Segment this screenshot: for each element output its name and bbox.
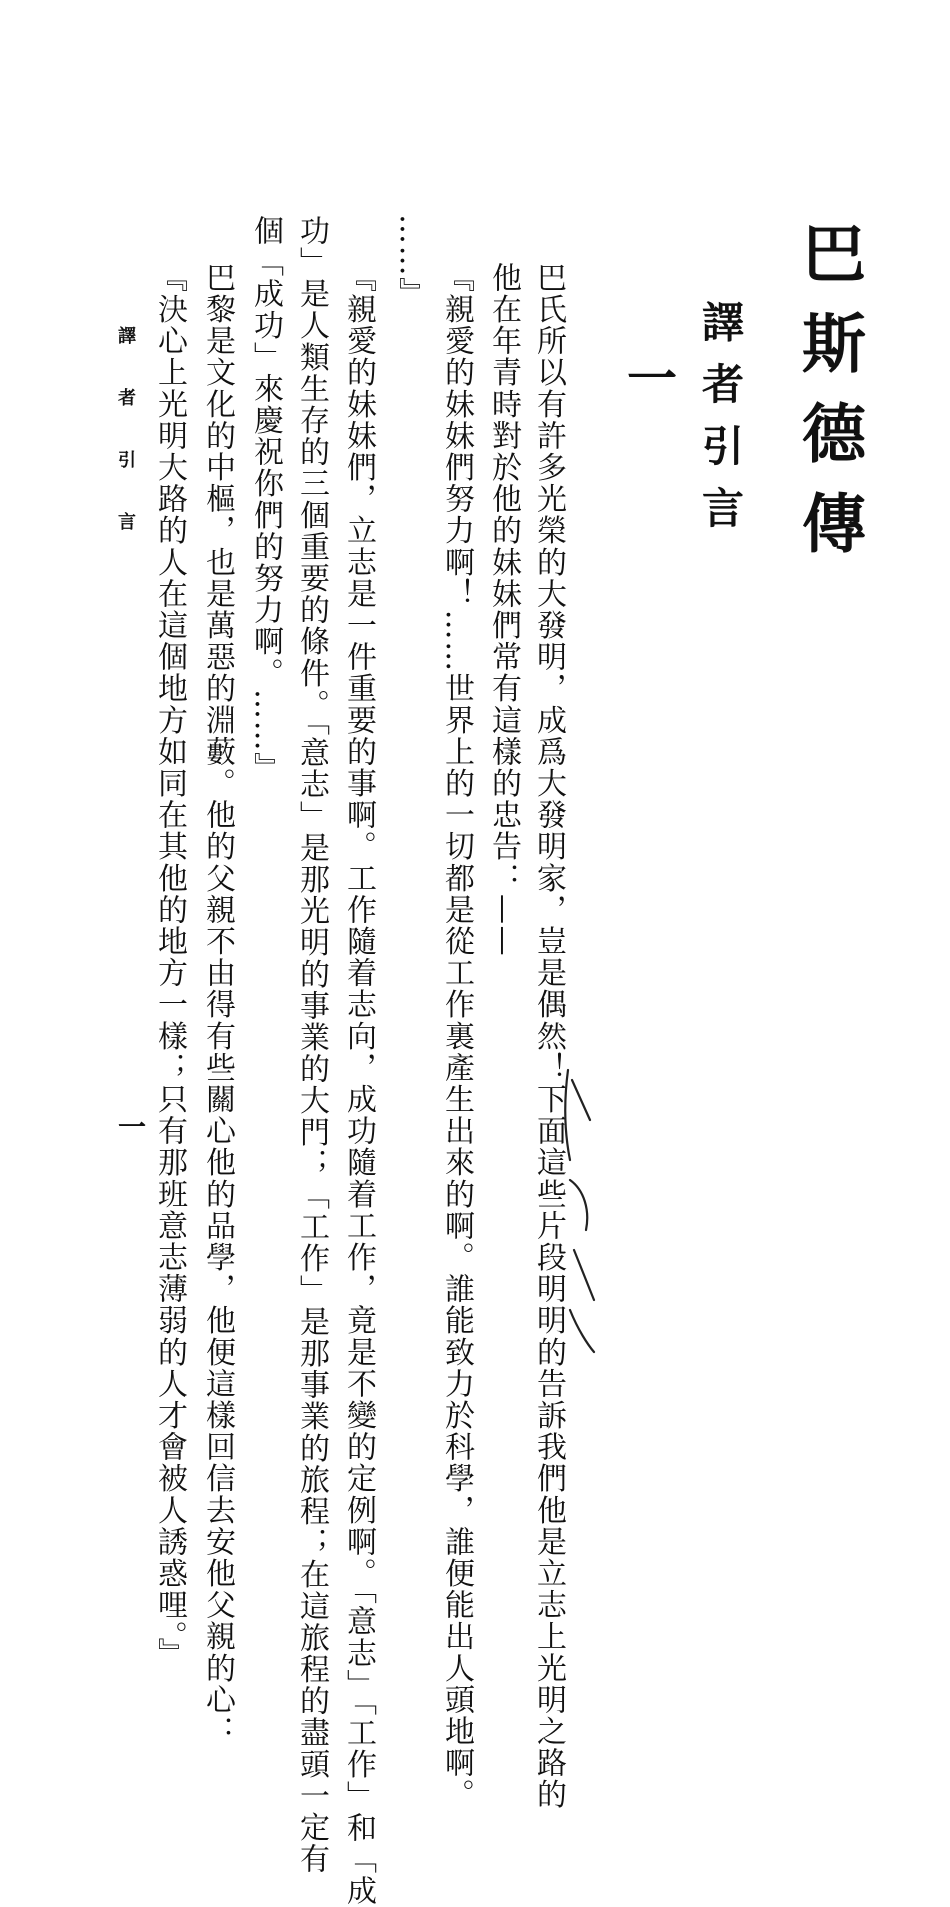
chapter-number: 一: [619, 352, 678, 402]
text-column-3: 『親愛的妹妹們努力啊！……世界上的一切都是從工作裏產生出來的啊。誰能致力於科學，誰便能出人頭地啊。: [439, 262, 474, 1811]
book-title: 巴斯德傳: [791, 220, 866, 580]
text-column-1: 巴氏所以有許多光榮的大發明，成爲大發明家，豈是偶然！下面這些片段明明的告訴我們他是立志上光明之路的: [531, 262, 566, 1811]
text-column-2: 他在年青時對於他的妹妹們常有這樣的忠告：——: [486, 262, 521, 958]
text-column-7: 個「成功」來慶祝你們的努力啊。……』: [248, 215, 283, 784]
text-column-9: 『決心上光明大路的人在這個地方如同在其他的地方一樣；只有那班意志薄弱的人才會被人誘惑哩。』: [152, 262, 187, 1669]
page-number: 一: [114, 1112, 147, 1140]
chapter-title: 譯者引言: [696, 300, 745, 548]
text-column-8: 巴黎是文化的中樞，也是萬惡的淵藪。他的父親不由得有些關心他的品學，他便這樣回信去安他父親的心：: [200, 262, 235, 1748]
text-column-4: ……』: [393, 214, 428, 309]
handwritten-bracket-mark: [560, 1060, 600, 1360]
running-head: 譯者引言: [115, 326, 136, 574]
text-column-5: 『親愛的妹妹們，立志是一件重要的事啊。工作隨着志向，成功隨着工作，竟是不變的定例啊。「意志」「工作」和「成: [341, 262, 376, 1907]
text-column-6: 功」是人類生存的三個重要的條件。「意志」是那光明的事業的大門；「工作」是那事業的旅程；在這旅程的盡頭一定有: [294, 215, 329, 1875]
